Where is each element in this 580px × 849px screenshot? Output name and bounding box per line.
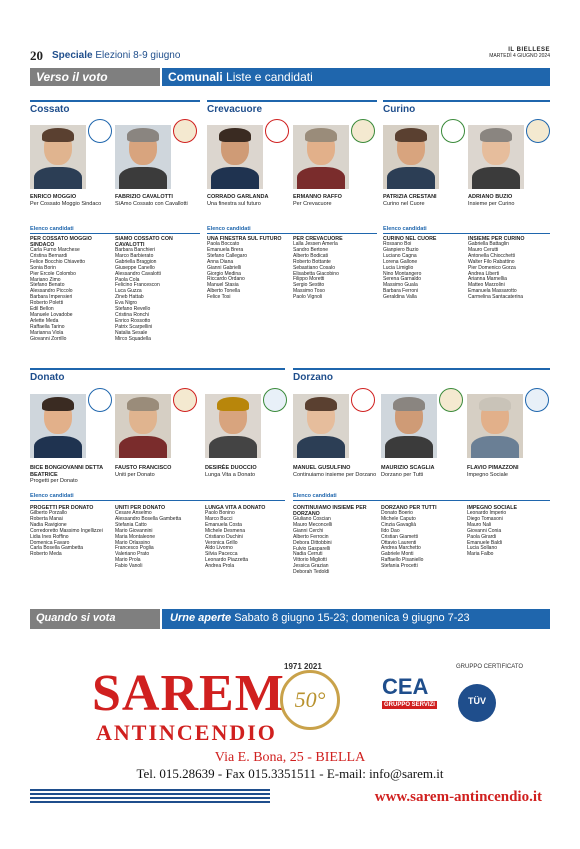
list-member: Gianni Cerchi	[293, 527, 324, 534]
candidate-photo	[115, 125, 171, 189]
list-title: PER CREVACUORE	[293, 236, 343, 242]
list-member: Maria Montaleone	[115, 533, 156, 540]
list-member: Mauro Cerutti	[468, 246, 499, 253]
candidate-name	[383, 194, 467, 207]
list-member: Roberto Meda	[30, 551, 62, 558]
candidate-list	[30, 505, 112, 558]
candidate-list-text: Una finestra sul futuro	[207, 200, 261, 207]
ad-contacts: Tel. 015.28639 - Fax 015.3351511 - E-mail: info@sarem.it	[136, 766, 444, 781]
list-member: Raffaello Pisaniello	[381, 557, 424, 564]
torso	[119, 167, 167, 189]
candidate-photo	[468, 125, 524, 189]
tuv-badge: TÜV	[458, 684, 496, 722]
list-member: Ottavio Laurenti	[381, 539, 417, 546]
sarem-logo: SAREM	[92, 665, 285, 722]
candidate-list	[207, 236, 289, 301]
torso	[209, 436, 257, 458]
list-member: Mariano Zimo	[30, 276, 61, 283]
list-title: DORZANO PER TUTTI	[381, 505, 437, 511]
list-member: Arlette Meda	[30, 317, 59, 324]
candidate-name	[30, 194, 114, 207]
list-member: Lalla Jessen Amerla	[293, 241, 338, 247]
elenco-candidati-heading: Elenco candidati	[207, 226, 377, 234]
candidate-list	[30, 236, 112, 343]
list-member: Edil Bellon	[30, 306, 54, 313]
list-member: Alberto Ferrocin	[293, 533, 329, 540]
list-member: Barbara Banchieri	[115, 247, 156, 253]
candidate-photo	[293, 394, 349, 458]
list-member: Domenica Favaro	[30, 539, 70, 546]
party-logo-icon	[88, 119, 112, 143]
party-logo-icon	[173, 388, 197, 412]
hair	[127, 397, 159, 411]
candidate-name-text: FABRIZIO CAVALOTTI	[115, 194, 173, 200]
candidate-name	[115, 465, 199, 478]
candidate-name-text: BICE BONGIOVANNI DETTA BEATRICE	[30, 465, 103, 478]
candidate-list-text: Dorzano per Tutti	[381, 471, 424, 478]
list-member: Lucia Sollano	[467, 545, 498, 552]
list-member: Eva Nigro	[115, 300, 137, 307]
hair	[395, 128, 427, 142]
ad-website-link[interactable]: www.sarem-antincendio.it	[374, 789, 542, 805]
hair	[480, 128, 512, 142]
list-member: Vittorio Migliotti	[293, 557, 327, 564]
list-member: Gilberto Porzallo	[30, 510, 67, 516]
candidate-photo	[115, 394, 171, 458]
party-logo-icon	[88, 388, 112, 412]
list-member: Geraldina Valla	[383, 294, 417, 301]
list-member: Massimo Toso	[293, 288, 325, 295]
section-banner	[30, 68, 550, 86]
hair	[305, 397, 337, 411]
list-member: Cristiano Duchini	[205, 533, 243, 540]
list-member: Stefano Revello	[115, 306, 151, 313]
list-member: Walter Filo Rabattino	[468, 258, 515, 265]
candidate-name-text: ENRICO MOGGIO	[30, 194, 77, 200]
list-member: Paolo Vignoli	[293, 294, 323, 301]
elenco-candidati-heading: Elenco candidati	[30, 493, 285, 501]
ad-address: Via E. Bona, 25 - BIELLA	[214, 750, 366, 765]
list-member: Marco Bucci	[205, 515, 233, 522]
list-member: Sebastiano Cosalo	[293, 264, 335, 271]
list-member: Cristina Ronchi	[115, 311, 149, 318]
torso	[471, 436, 519, 458]
list-member: Manuel Stasia	[207, 282, 239, 289]
hair	[217, 397, 249, 411]
elenco-candidati-heading: Elenco candidati	[30, 226, 200, 234]
list-member: Carmelina Santacaterina	[468, 294, 524, 301]
list-member: Sergio Sestito	[293, 282, 325, 289]
candidate-list-text: SìAmo Cossato con Cavallotti	[115, 200, 188, 207]
list-member: Cristian Giametti	[381, 533, 418, 540]
candidate-name-text: FLAVIO PIMAZZONI	[467, 465, 519, 471]
section-rule	[293, 368, 550, 370]
list-member: Pier Domenico Gorza	[468, 264, 516, 271]
list-member: Emanuela Brera	[207, 246, 244, 253]
list-member: Gianni Gabrielli	[207, 264, 242, 271]
vote-banner-left: Quando si vota	[30, 609, 160, 629]
list-member: Mario Orlassino	[115, 539, 151, 546]
list-member: Giorgio Medina	[207, 270, 241, 277]
list-member: Paolo Bonino	[205, 510, 235, 516]
list-member: Nadia Ravigione	[30, 521, 67, 528]
list-member: Stefano Callegaro	[207, 252, 248, 259]
list-member: Corredoretto Massimo Ingellizzei	[30, 527, 103, 534]
section-label: Speciale Elezioni 8-9 giugno	[52, 50, 181, 61]
list-member: Diego Tomasoni	[467, 515, 503, 522]
elenco-candidati-heading: Elenco candidati	[383, 226, 550, 234]
candidate-name	[205, 465, 289, 478]
list-member: Mario Giovannini	[115, 527, 153, 534]
list-member: Sonia Borin	[30, 264, 56, 271]
list-member: Giovanni Conia	[467, 527, 502, 534]
torso	[211, 167, 259, 189]
candidate-list-text: Lunga Vita a Donato	[205, 471, 256, 478]
candidate-name-text: MAURIZIO SCAGLIA	[381, 465, 435, 471]
list-member: Andrea Prola	[205, 563, 235, 570]
torso	[472, 167, 520, 189]
list-member: Carla Bosella Gambetta	[30, 545, 84, 552]
candidate-list-text: Curino nel Cuore	[383, 200, 425, 207]
page-number: 20	[30, 48, 43, 63]
list-member: Pier Ercole Colombo	[30, 270, 76, 277]
party-logo-icon	[525, 388, 549, 412]
list-member: Alberto Bodicati	[293, 252, 329, 259]
candidate-photo	[293, 125, 349, 189]
list-member: Manuele Lovadobe	[30, 311, 73, 318]
candidate-name	[467, 465, 551, 478]
list-member: Jessica Grazian	[293, 563, 329, 570]
list-member: Serena Garnaldo	[383, 276, 422, 283]
party-logo-icon	[441, 119, 465, 143]
list-member: Roberta Manai	[30, 515, 63, 522]
section-rule	[383, 100, 550, 102]
list-member: Matteo Marzolini	[468, 282, 505, 289]
decorative-stripes	[30, 789, 270, 807]
cea-logo: CEA GRUPPO SERVIZI	[382, 674, 435, 708]
list-member: Carla Furno Marchese	[30, 247, 80, 253]
list-member: Fulvio Gasparelli	[293, 545, 331, 552]
list-member: Paola Girardi	[467, 533, 497, 540]
town-title: Curino	[383, 104, 416, 115]
candidate-list-text: Impegno Sociale	[467, 471, 508, 478]
certification-label: GRUPPO CERTIFICATO	[456, 664, 524, 670]
candidate-name-text: MANUEL GUSULFINO	[293, 465, 351, 471]
candidate-list	[381, 505, 463, 570]
hair	[42, 128, 74, 142]
list-member: Alessandro Cavalotti	[115, 270, 161, 277]
torso	[34, 167, 82, 189]
candidate-list	[467, 505, 549, 558]
list-member: Cristina Bernardi	[30, 252, 68, 259]
candidate-list	[115, 236, 197, 343]
list-member: Mirco Squadella	[115, 335, 151, 342]
anniversary-badge: 50°	[280, 670, 340, 730]
list-member: Felicino Francescon	[115, 282, 160, 289]
list-member: Sandro Bertone	[293, 246, 329, 253]
list-member: Stefania Procetti	[381, 563, 418, 570]
list-title: UNITI PER DONATO	[115, 505, 166, 511]
candidate-name	[207, 194, 291, 207]
list-member: Giuliano Coscian	[293, 516, 331, 522]
list-title: PER COSSATO MOGGIO SINDACO	[30, 236, 92, 248]
banner-left: Verso il voto	[30, 68, 160, 86]
elenco-candidati-heading: Elenco candidati	[293, 493, 550, 501]
candidate-name-text: PATRIZIA CRESTANI	[383, 194, 437, 200]
list-member: Michele Desmena	[205, 527, 246, 534]
torso	[297, 167, 345, 189]
list-member: Filippo Moretti	[293, 276, 325, 283]
list-member: Roberto Poletti	[30, 300, 64, 307]
party-logo-icon	[265, 119, 289, 143]
list-member: Valeriano Prato	[115, 551, 150, 558]
candidate-name-text: ADRIANO BUZIO	[468, 194, 513, 200]
hair	[393, 397, 425, 411]
list-member: Arianna Marnellia	[468, 276, 507, 283]
list-member: Enrico Rossotto	[115, 317, 151, 324]
candidate-list-text: Per Cossato Moggio Sindaco	[30, 200, 102, 207]
candidate-name-text: ERMANNO RAFFO	[293, 194, 342, 200]
vote-banner	[30, 609, 550, 629]
list-member: Cinzia Gavaglià	[381, 521, 417, 528]
list-member: Alessandro Bosella Gambetta	[115, 515, 182, 522]
torso	[297, 436, 345, 458]
list-member: Gianpiero Buzio	[383, 246, 419, 253]
torso	[34, 436, 82, 458]
list-member: Mauro Meconcelli	[293, 521, 333, 528]
list-member: Barbara Ferroni	[383, 288, 419, 295]
anniversary-years: 1971 2021	[284, 662, 322, 671]
vote-banner-right: Urne aperte Sabato 8 giugno 15-23; domenica 9 giugno 7-23	[162, 609, 550, 629]
list-member: Cesare Anselmo	[115, 510, 152, 516]
list-member: Felice Bocchio Chiavetto	[30, 258, 86, 265]
list-member: Veronica Grillo	[205, 539, 238, 546]
hair	[305, 128, 337, 142]
list-member: Emanuela Costa	[205, 521, 242, 528]
list-member: Roberto Bottante	[293, 258, 331, 265]
candidate-name	[115, 194, 199, 207]
list-member: Deborah Tedoldi	[293, 569, 330, 576]
list-member: Mauro Nali	[467, 521, 492, 528]
candidate-name	[381, 465, 465, 478]
list-member: Mario Prola	[115, 557, 141, 564]
list-member: Gabriele Monti	[381, 551, 414, 558]
candidate-photo	[30, 394, 86, 458]
candidate-photo	[205, 394, 261, 458]
list-member: Natalia Sesale	[115, 329, 148, 336]
list-member: Zineb Hattab	[115, 294, 144, 301]
town-title: Dorzano	[293, 372, 333, 383]
torso	[119, 436, 167, 458]
sarem-advertisement	[30, 650, 550, 822]
candidate-list-text: Continuiamo insieme per Dorzano	[293, 471, 377, 478]
candidate-name-text: CORRADO GARLANDA	[207, 194, 269, 200]
list-member: Gabriella Braggion	[115, 258, 157, 265]
list-member: Paola Cola	[115, 276, 140, 283]
candidate-list	[383, 236, 465, 301]
hair	[42, 397, 74, 411]
list-member: Antonella Chiocchetti	[468, 252, 515, 259]
candidate-list-text: Insieme per Curino	[468, 200, 515, 207]
candidate-list	[293, 236, 375, 301]
candidate-list	[205, 505, 287, 570]
list-title: UNA FINESTRA SUL FUTURO	[207, 236, 282, 242]
list-member: Giovanni Zorrillo	[30, 335, 67, 342]
list-member: Emanuela Massarotto	[468, 288, 517, 295]
candidate-photo	[381, 394, 437, 458]
list-title: CURINO NEL CUORE	[383, 236, 437, 242]
party-logo-icon	[439, 388, 463, 412]
candidate-name	[293, 194, 377, 207]
town-title: Crevacuore	[207, 104, 263, 115]
town-title: Donato	[30, 372, 65, 383]
candidate-list	[468, 236, 550, 301]
list-member: Lidia Ines Roffino	[30, 533, 69, 540]
list-member: Aldo Livorno	[205, 545, 233, 552]
candidate-name	[30, 465, 114, 485]
list-member: Felice Tosi	[207, 294, 231, 301]
list-member: Debora Dittobbini	[293, 539, 332, 546]
section-rule	[30, 368, 285, 370]
list-member: Massimo Guala	[383, 282, 418, 289]
list-member: Alessandro Piccolo	[30, 288, 73, 295]
section-rule	[30, 100, 200, 102]
hair	[219, 128, 251, 142]
town-title: Cossato	[30, 104, 70, 115]
list-member: Lucia Limiglio	[383, 264, 414, 271]
candidate-list-text: Per Crevacuore	[293, 200, 332, 207]
list-member: Alberto Tonella	[207, 288, 240, 295]
list-title: INSIEME PER CURINO	[468, 236, 525, 242]
candidate-name	[468, 194, 552, 207]
masthead: IL BIELLESE MARTEDÌ 4 GIUGNO 2024	[489, 47, 550, 59]
party-logo-icon	[351, 119, 375, 143]
list-title: CONTINUIAMO INSIEME PER DORZANO	[293, 505, 367, 517]
page-header	[30, 47, 550, 64]
list-member: Ildo Dao	[381, 527, 400, 534]
list-member: Elisabetta Giacobino	[293, 270, 339, 277]
banner-right: Comunali Liste e candidati	[162, 68, 550, 86]
list-member: Gabriella Battaglin	[468, 241, 509, 247]
list-member: Nino Montangero	[383, 270, 422, 277]
list-member: Lorena Gallone	[383, 258, 418, 265]
candidate-name	[293, 465, 377, 478]
party-logo-icon	[526, 119, 550, 143]
candidate-list-text: Progetti per Donato	[30, 478, 78, 484]
list-member: Rossano Boi	[383, 241, 412, 247]
candidate-list-text: Uniti per Donato	[115, 471, 155, 478]
list-member: Marianna Viola	[30, 329, 64, 336]
candidate-photo	[467, 394, 523, 458]
hair	[127, 128, 159, 142]
party-logo-icon	[351, 388, 375, 412]
list-member: Raffaella Tarino	[30, 323, 65, 330]
list-member: Leonardo Piazzetta	[205, 557, 249, 564]
list-member: Francesco Poglia	[115, 545, 154, 552]
list-member: Barbara Impensieri	[30, 294, 73, 301]
list-member: Anna Diana	[207, 258, 234, 265]
list-member: Stefano Benato	[30, 282, 65, 289]
party-logo-icon	[263, 388, 287, 412]
torso	[387, 167, 435, 189]
candidate-list	[115, 505, 197, 570]
candidate-photo	[383, 125, 439, 189]
list-member: Andrea Liberti	[468, 270, 500, 277]
list-member: Giuseppe Canello	[115, 264, 155, 271]
list-member: Patrix Scarpellini	[115, 323, 153, 330]
candidate-name-text: FAUSTO FRANCISCO	[115, 465, 172, 471]
list-member: Stefania Catto	[115, 521, 147, 528]
torso	[385, 436, 433, 458]
candidate-photo	[207, 125, 263, 189]
list-member: Andrea Marchetto	[381, 545, 421, 552]
list-member: Fabio Vanoli	[115, 563, 143, 570]
section-rule	[207, 100, 377, 102]
hair	[479, 397, 511, 411]
list-member: Silvia Pacecca	[205, 551, 238, 558]
list-member: Emanuele Baldi	[467, 539, 503, 546]
list-member: Maria Falbo	[467, 551, 494, 558]
list-member: Riccardo Ordano	[207, 276, 245, 283]
candidate-list	[293, 505, 375, 576]
list-title: LUNGA VITA A DONATO	[205, 505, 266, 511]
list-title: PROGETTI PER DONATO	[30, 505, 94, 511]
candidate-name-text: DESIRÈE DUOCCIO	[205, 465, 257, 471]
sarem-subtitle: ANTINCENDIO	[96, 720, 277, 745]
list-member: Michele Caputo	[381, 515, 416, 522]
candidate-photo	[30, 125, 86, 189]
list-title: IMPEGNO SOCIALE	[467, 505, 518, 511]
ad-footer	[30, 789, 550, 807]
list-member: Paola Boccato	[207, 241, 240, 247]
list-member: Nadia Cerruti	[293, 551, 323, 558]
list-member: Donato Boerio	[381, 510, 413, 516]
list-title: SIAMO COSSATO CON CAVALOTTI	[115, 236, 173, 248]
list-member: Luca Guzza	[115, 288, 142, 295]
party-logo-icon	[173, 119, 197, 143]
list-member: Luciano Cagna	[383, 252, 417, 259]
list-member: Marco Barbierato	[115, 252, 154, 259]
list-member: Leonardo Imperio	[467, 510, 507, 516]
